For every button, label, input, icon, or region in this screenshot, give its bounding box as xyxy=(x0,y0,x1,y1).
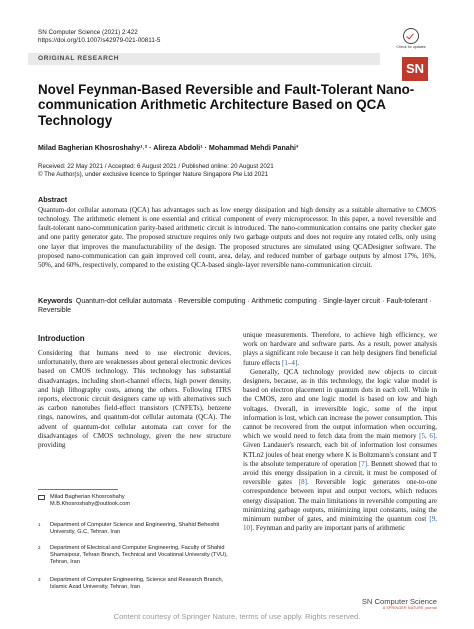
citation-link[interactable]: [8] xyxy=(298,478,307,487)
article-title: Novel Feynman-Based Reversible and Fault-Tolerant Nano-communication Arithmetic Architecture Based on QCA Technology xyxy=(38,82,415,128)
citation-link[interactable]: [9, 10] xyxy=(243,515,437,533)
corr-name: Milad Bagherian Khosroshahy xyxy=(50,494,125,500)
keywords xyxy=(38,296,436,315)
journal-footer-logo xyxy=(356,597,437,610)
intro-right-column xyxy=(243,331,437,533)
abstract-heading: Abstract xyxy=(38,195,68,204)
corresponding-author xyxy=(38,494,228,508)
publication-history xyxy=(38,163,438,180)
dates-line: Received: 22 May 2021 / Accepted: 6 August 2021 / Published online: 20 August 2021 xyxy=(38,163,274,170)
affiliation-text: Department of Computer Engineering, Science and Research Branch, Islamic Azad University, Tehran, Iran xyxy=(50,577,224,591)
citation-link[interactable]: [7] xyxy=(358,459,368,468)
intro-text: . Generally, QCA technology provided new objects to circuit designers, because, as in this technology, the logic value model is based on electron placement in quantum dots in each cell. While in the CMOS, zero and one logic model is based on low and high voltages. Overall, in irreversible logic, some of the input information is lost, which can increase the power consumption. This cannot be recovered from the output information when occurring, which we would need to fetch data from the main memory xyxy=(243,358,437,441)
copyright-line: © The Author(s), under exclusive licence to Springer Nature Singapore Pte Ltd 2021 xyxy=(38,171,269,179)
journal-citation xyxy=(38,29,160,45)
courtesy-notice: Content courtesy of Springer Nature, terms of use apply. Rights reserved. xyxy=(113,612,361,621)
intro-text: unique measurements. Therefore, to achieve high efficiency, we work on hardware and software parts. As a result, power analysis plays a significant role because it can help designers find beneficial future effects xyxy=(243,331,437,367)
affiliation-number: 1 xyxy=(38,522,41,527)
citation-link[interactable]: [1–4] xyxy=(282,358,298,367)
affiliation-text: Department of Computer Science and Engineering, Shahid Beheshti University, G.C, Tehran, Iran xyxy=(50,522,220,536)
doi-link[interactable]: https://doi.org/10.1007/s42979-021-00811-5 xyxy=(38,37,161,44)
footnote-divider xyxy=(38,489,118,490)
check-updates-label: Check for updates xyxy=(396,45,426,49)
intro-text: . Bennett showed that to avoid this energy dissipation in a circuit, it must be composed of reversible gates xyxy=(243,459,437,487)
intro-text: . Feynman and parity are important parts of arithmetic xyxy=(252,524,406,533)
affiliation-3 xyxy=(38,577,228,591)
citation-link[interactable]: [5, 6] xyxy=(419,432,436,441)
keywords-label: Keywords xyxy=(38,296,73,305)
sn-logo: SN xyxy=(402,57,428,81)
introduction-heading: Introduction xyxy=(38,334,85,343)
affiliation-2 xyxy=(38,545,228,567)
abstract-text: Quantum-dot cellular automata (QCA) has advantages such as low energy dissipation and high density as a suitable alternative to CMOS technology. The arithmetic element is one essential and critical component of every microprocessor. In this paper, a novel reversible and fault-tolerant nano-communication parity-based arithmetic circuit is introduced. The nano-communication contains one parity checker gate and one parity generator gate. The proposed structure requires only two garbage outputs and does not require any rotated cells, only using one layer that improves the manufacturability of the design. The proposed structures are simulated using QCADesigner software. The proposed nano-communication can gain improved cell count, area, delay, and reduced number of garbage outputs by almost 17%, 16%, 50%, and 60%, respectively, compared to the existing QCA-based single-layer reversible nano-communication circuit. xyxy=(38,206,436,269)
check-updates-icon xyxy=(403,28,419,44)
affiliation-1 xyxy=(38,522,228,536)
affiliation-number: 3 xyxy=(38,577,41,582)
publisher-tagline: A SPRINGER NATURE journal xyxy=(382,606,437,610)
affiliation-text: Department of Electrical and Computer Engineering, Faculty of Shahid Shamsipour, Tehran Branch, Technical and Vocational University (TVU), Tehran, Iran xyxy=(50,545,228,566)
intro-text: . Reversible logic generates one-to-one correspondence between input and output vectors, which reduces energy dissipation. The main limitations in reversible computing are minimizing garbage outputs, minimizing input constants, using the minimum number of gates, and minimizing the quantum cost xyxy=(243,478,437,524)
keywords-list: Quantum-dot cellular automata · Reversible computing · Arithmetic computing · Single-layer circuit · Fault-tolerant · Reversible xyxy=(38,298,432,315)
corr-email[interactable]: M.B.Khosroshahy@outlook.com xyxy=(50,501,130,508)
intro-left-column: Considering that humans need to use electronic devices, unfortunately, there are weaknesses about general electronic devices based on CMOS technology. This technology has substantial disadvantages, including short-channel effects, high power density, and high lithography costs, among the others. Following ITRS reports, electronic circuit designers came up with alternatives such as carbon nanotubes field-effect transistors (CNFETs), benzene rings, nanowires, and quantum-dot cellular automata (QCA). The advent of quantum-dot cellular automata can cover for the disadvantages of CMOS technology, given the new structure providing xyxy=(38,349,231,450)
envelope-icon xyxy=(38,495,45,500)
journal-volume: SN Computer Science (2021) 2:422 xyxy=(38,29,138,36)
check-for-updates-badge[interactable] xyxy=(396,28,426,49)
intro-text: . Given Landauer's research, each bit of information lost consumes KTLn2 joules of heat energy where K is Boltzmann's constant and T is the absolute temperature of operation xyxy=(243,432,438,468)
affiliation-number: 2 xyxy=(38,545,41,550)
section-tag: ORIGINAL RESEARCH xyxy=(28,53,380,65)
author-list: Milad Bagherian Khosroshahy¹˒² · Alireza Abdoli¹ · Mohammad Mehdi Panahi³ xyxy=(38,144,299,152)
journal-name: SN Computer Science xyxy=(361,597,437,606)
